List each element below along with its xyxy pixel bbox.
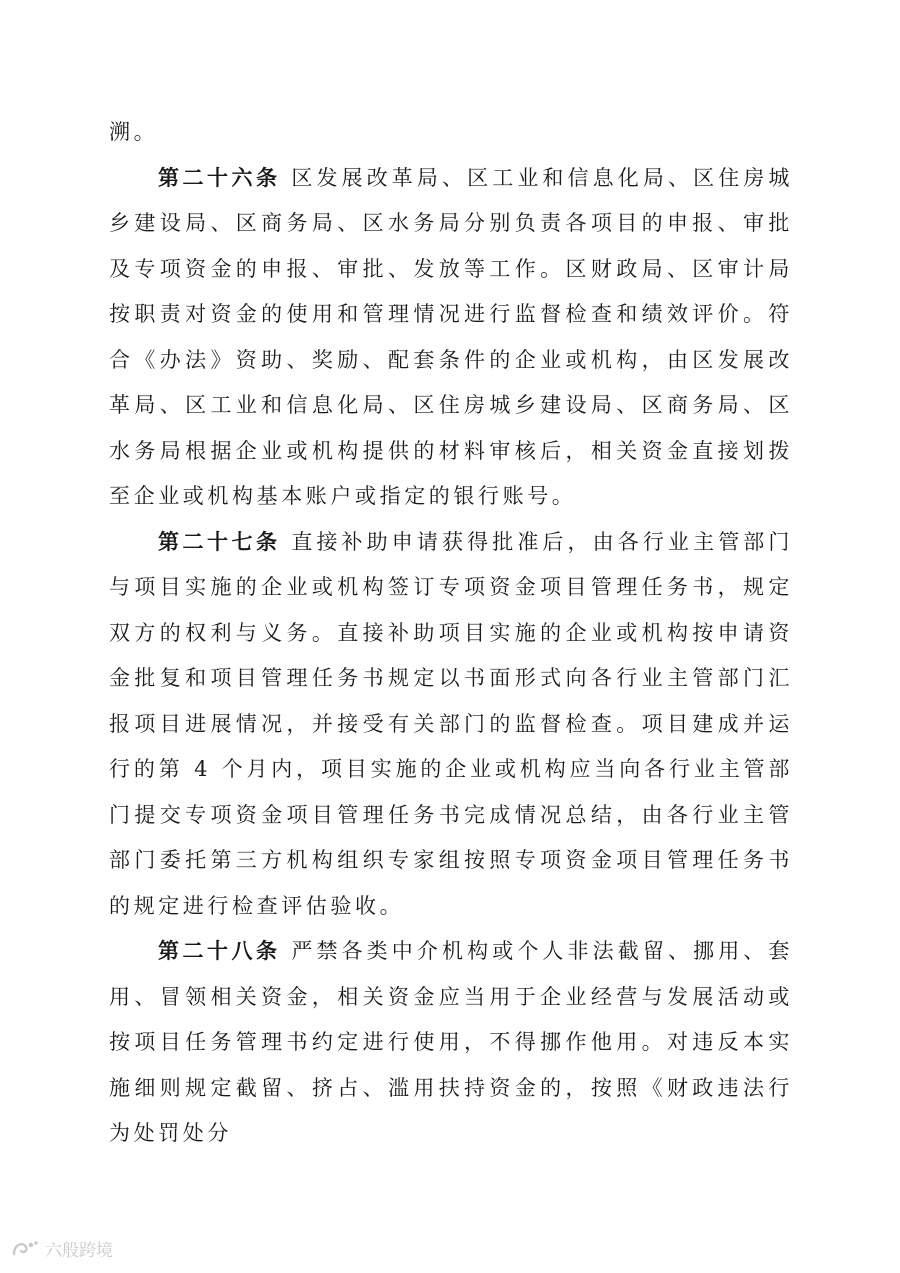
watermark-text: 六般跨境 xyxy=(45,1241,113,1261)
article-text: 直接补助申请获得批准后，由各行业主管部门与项目实施的企业或机构签订专项资金项目管理任务书，规定双方的权利与义务。直接补助项目实施的企业或机构按申请资金批复和项目管理任务书规定以书面形式向各行业主管部门汇报项目进展情况，并接受有关部门的监督检查。项目建成并运行的第 4 个月内，项目实施的企业或机构应当向各行业主管部门提交专项资金项目管理任务书完成情况总结，由各行业主管部门委托第三方机构组织专家组按照专项资金项目管理任务书的规定进行检查评估验收。 xyxy=(109,529,794,918)
article-27 xyxy=(109,520,793,930)
article-28 xyxy=(109,929,793,1157)
brand-logo-icon xyxy=(10,1238,40,1260)
paragraph-text: 溯。 xyxy=(109,120,159,144)
document-page xyxy=(109,110,793,1157)
paragraph-continuation xyxy=(109,110,793,156)
article-title: 第二十八条 xyxy=(158,939,281,963)
article-text: 严禁各类中介机构或个人非法截留、挪用、套用、冒领相关资金，相关资金应当用于企业经营与发展活动或按项目任务管理书约定进行使用，不得挪作他用。对违反本实施细则规定截留、挤占、滥用扶持资金的，按照《财政违法行为处罚处分 xyxy=(109,939,794,1145)
article-text: 区发展改革局、区工业和信息化局、区住房城乡建设局、区商务局、区水务局分别负责各项目的申报、审批及专项资金的申报、审批、发放等工作。区财政局、区审计局按职责对资金的使用和管理情况进行监督检查和绩效评价。符合《办法》资助、奖励、配套条件的企业或机构，由区发展改革局、区工业和信息化局、区住房城乡建设局、区商务局、区水务局根据企业或机构提供的材料审核后，相关资金直接划拨至企业或机构基本账户或指定的银行账号。 xyxy=(109,165,794,508)
watermark xyxy=(10,1236,113,1261)
article-title: 第二十七条 xyxy=(158,529,281,554)
article-26 xyxy=(109,156,793,520)
article-title: 第二十六条 xyxy=(158,165,281,190)
